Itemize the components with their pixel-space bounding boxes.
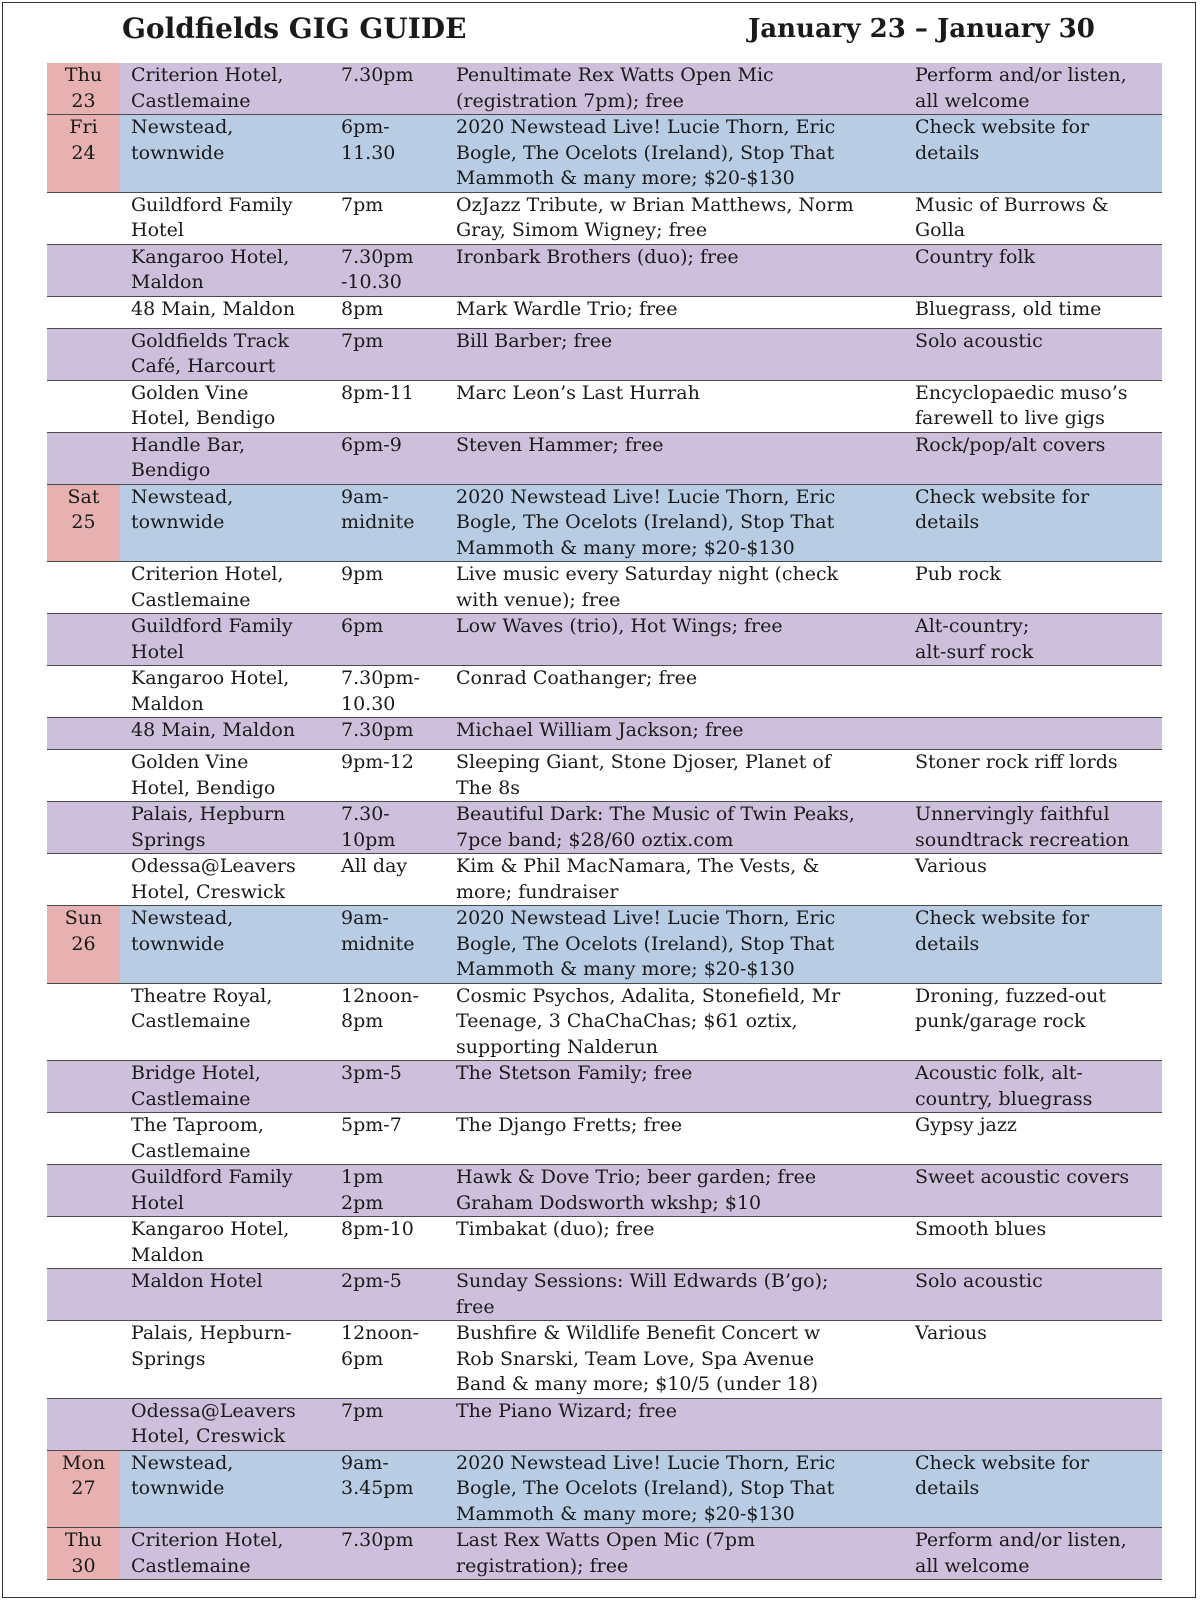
gig-day xyxy=(47,562,120,614)
gig-genre: Solo acoustic xyxy=(907,328,1162,380)
gig-time: 9am- midnite xyxy=(333,906,448,984)
gig-genre: Acoustic folk, alt- country, bluegrass xyxy=(907,1061,1162,1113)
gig-row xyxy=(47,1113,1162,1165)
gig-time: 7pm xyxy=(333,192,448,244)
gig-row xyxy=(47,380,1162,432)
gig-genre: Perform and/or listen, all welcome xyxy=(907,1528,1162,1580)
gig-genre: Check website for details xyxy=(907,1450,1162,1528)
gig-row xyxy=(47,1061,1162,1113)
gig-row xyxy=(47,666,1162,718)
gig-row xyxy=(47,1450,1162,1528)
gig-venue: Guildford Family Hotel xyxy=(120,192,333,244)
gig-event: Conrad Coathanger; free xyxy=(448,666,907,718)
gig-event: Mark Wardle Trio; free xyxy=(448,296,907,328)
date-range: January 23 – January 30 xyxy=(748,14,1095,44)
gig-day xyxy=(47,296,120,328)
gig-day xyxy=(47,380,120,432)
gig-venue: Odessa@Leavers Hotel, Creswick xyxy=(120,1398,333,1450)
gig-event: Sunday Sessions: Will Edwards (B’go); free xyxy=(448,1269,907,1321)
gig-day xyxy=(47,192,120,244)
gig-row xyxy=(47,1398,1162,1450)
gig-venue: Handle Bar, Bendigo xyxy=(120,432,333,484)
gig-genre: Solo acoustic xyxy=(907,1269,1162,1321)
gig-time: 5pm-7 xyxy=(333,1113,448,1165)
gig-day xyxy=(47,328,120,380)
gig-day: Thu 23 xyxy=(47,63,120,115)
gig-day xyxy=(47,802,120,854)
gig-venue: Guildford Family Hotel xyxy=(120,614,333,666)
gig-venue: Golden Vine Hotel, Bendigo xyxy=(120,750,333,802)
gig-genre: Sweet acoustic covers xyxy=(907,1165,1162,1217)
gig-time: 9am- midnite xyxy=(333,484,448,562)
gig-venue: 48 Main, Maldon xyxy=(120,296,333,328)
gig-day: Fri 24 xyxy=(47,115,120,193)
gig-row xyxy=(47,115,1162,193)
gig-time: 7.30pm- 10.30 xyxy=(333,666,448,718)
gig-day xyxy=(47,1321,120,1399)
gig-venue: 48 Main, Maldon xyxy=(120,718,333,750)
gig-row xyxy=(47,562,1162,614)
gig-event: Steven Hammer; free xyxy=(448,432,907,484)
gig-row xyxy=(47,906,1162,984)
gig-genre: Check website for details xyxy=(907,484,1162,562)
gig-time: 7.30pm xyxy=(333,63,448,115)
gig-genre: Perform and/or listen, all welcome xyxy=(907,63,1162,115)
gig-day xyxy=(47,1269,120,1321)
gig-venue: Palais, Hepburn- Springs xyxy=(120,1321,333,1399)
gig-venue: Kangaroo Hotel, Maldon xyxy=(120,1217,333,1269)
gig-day xyxy=(47,718,120,750)
gig-time: 8pm-11 xyxy=(333,380,448,432)
gig-day: Sun 26 xyxy=(47,906,120,984)
gig-row xyxy=(47,432,1162,484)
gig-event: The Piano Wizard; free xyxy=(448,1398,907,1450)
gig-day: Mon 27 xyxy=(47,1450,120,1528)
gig-event: The Stetson Family; free xyxy=(448,1061,907,1113)
gig-venue: Odessa@Leavers Hotel, Creswick xyxy=(120,854,333,906)
gig-event: Low Waves (trio), Hot Wings; free xyxy=(448,614,907,666)
gig-genre: Stoner rock riff lords xyxy=(907,750,1162,802)
gig-venue: Kangaroo Hotel, Maldon xyxy=(120,244,333,296)
gig-venue: Newstead, townwide xyxy=(120,115,333,193)
gig-time: 9am- 3.45pm xyxy=(333,1450,448,1528)
gig-day xyxy=(47,1113,120,1165)
gig-row xyxy=(47,614,1162,666)
gig-event: Timbakat (duo); free xyxy=(448,1217,907,1269)
gig-genre xyxy=(907,666,1162,718)
gig-venue: Criterion Hotel, Castlemaine xyxy=(120,562,333,614)
gig-genre: Unnervingly faithful soundtrack recreation xyxy=(907,802,1162,854)
gig-genre: Various xyxy=(907,854,1162,906)
gig-event: Bushfire & Wildlife Benefit Concert w Rob Snarski, Team Love, Spa Avenue Band & many more; $10/5 (under 18) xyxy=(448,1321,907,1399)
gig-time: 1pm 2pm xyxy=(333,1165,448,1217)
gig-row xyxy=(47,328,1162,380)
gig-venue: The Taproom, Castlemaine xyxy=(120,1113,333,1165)
gig-row xyxy=(47,718,1162,750)
gig-event: 2020 Newstead Live! Lucie Thorn, Eric Bogle, The Ocelots (Ireland), Stop That Mammoth & many more; $20-$130 xyxy=(448,1450,907,1528)
gig-genre: Pub rock xyxy=(907,562,1162,614)
gig-day xyxy=(47,666,120,718)
gig-time: 7pm xyxy=(333,1398,448,1450)
gig-row xyxy=(47,244,1162,296)
gig-event: Live music every Saturday night (check with venue); free xyxy=(448,562,907,614)
gig-day xyxy=(47,1217,120,1269)
gig-genre: Country folk xyxy=(907,244,1162,296)
gig-row xyxy=(47,1165,1162,1217)
gig-genre: Droning, fuzzed-out punk/garage rock xyxy=(907,983,1162,1061)
gig-day xyxy=(47,1061,120,1113)
gig-genre xyxy=(907,1398,1162,1450)
gig-venue: Palais, Hepburn Springs xyxy=(120,802,333,854)
gig-day xyxy=(47,432,120,484)
gig-day xyxy=(47,614,120,666)
gig-event: 2020 Newstead Live! Lucie Thorn, Eric Bogle, The Ocelots (Ireland), Stop That Mammoth & many more; $20-$130 xyxy=(448,906,907,984)
gig-day: Sat 25 xyxy=(47,484,120,562)
gig-event: Beautiful Dark: The Music of Twin Peaks, 7pce band; $28/60 oztix.com xyxy=(448,802,907,854)
gig-genre: Alt-country; alt-surf rock xyxy=(907,614,1162,666)
page-title: Goldfields GIG GUIDE xyxy=(122,12,467,45)
gig-event: 2020 Newstead Live! Lucie Thorn, Eric Bogle, The Ocelots (Ireland), Stop That Mammoth & many more; $20-$130 xyxy=(448,484,907,562)
gig-time: 8pm xyxy=(333,296,448,328)
gig-day xyxy=(47,1398,120,1450)
gig-event: Cosmic Psychos, Adalita, Stonefield, Mr Teenage, 3 ChaChaChas; $61 oztix, supporting Nalderun xyxy=(448,983,907,1061)
gig-venue: Criterion Hotel, Castlemaine xyxy=(120,63,333,115)
gig-event: Kim & Phil MacNamara, The Vests, & more; fundraiser xyxy=(448,854,907,906)
gig-time: 6pm xyxy=(333,614,448,666)
gig-day xyxy=(47,1165,120,1217)
gig-event: Marc Leon’s Last Hurrah xyxy=(448,380,907,432)
gig-genre: Various xyxy=(907,1321,1162,1399)
gig-genre: Bluegrass, old time xyxy=(907,296,1162,328)
gig-venue: Maldon Hotel xyxy=(120,1269,333,1321)
gig-event: Sleeping Giant, Stone Djoser, Planet of The 8s xyxy=(448,750,907,802)
gig-event: Hawk & Dove Trio; beer garden; free Graham Dodsworth wkshp; $10 xyxy=(448,1165,907,1217)
gig-row xyxy=(47,802,1162,854)
gig-row xyxy=(47,1269,1162,1321)
gig-time: 3pm-5 xyxy=(333,1061,448,1113)
gig-time: 8pm-10 xyxy=(333,1217,448,1269)
gig-venue: Golden Vine Hotel, Bendigo xyxy=(120,380,333,432)
gig-venue: Goldfields Track Café, Harcourt xyxy=(120,328,333,380)
gig-time: 9pm xyxy=(333,562,448,614)
gig-table xyxy=(47,63,1162,1580)
gig-time: 12noon- 8pm xyxy=(333,983,448,1061)
gig-time: 7.30- 10pm xyxy=(333,802,448,854)
gig-venue: Kangaroo Hotel, Maldon xyxy=(120,666,333,718)
gig-row xyxy=(47,750,1162,802)
gig-venue: Theatre Royal, Castlemaine xyxy=(120,983,333,1061)
gig-day xyxy=(47,854,120,906)
gig-venue: Newstead, townwide xyxy=(120,484,333,562)
gig-time: 6pm-9 xyxy=(333,432,448,484)
gig-venue: Criterion Hotel, Castlemaine xyxy=(120,1528,333,1580)
gig-event: OzJazz Tribute, w Brian Matthews, Norm Gray, Simom Wigney; free xyxy=(448,192,907,244)
gig-venue: Guildford Family Hotel xyxy=(120,1165,333,1217)
gig-row xyxy=(47,63,1162,115)
gig-event: Bill Barber; free xyxy=(448,328,907,380)
gig-genre: Gypsy jazz xyxy=(907,1113,1162,1165)
gig-genre: Smooth blues xyxy=(907,1217,1162,1269)
gig-row xyxy=(47,296,1162,328)
gig-time: 9pm-12 xyxy=(333,750,448,802)
gig-row xyxy=(47,854,1162,906)
gig-event: Penultimate Rex Watts Open Mic (registration 7pm); free xyxy=(448,63,907,115)
gig-genre: Rock/pop/alt covers xyxy=(907,432,1162,484)
gig-row xyxy=(47,484,1162,562)
gig-genre: Check website for details xyxy=(907,115,1162,193)
gig-event: The Django Fretts; free xyxy=(448,1113,907,1165)
gig-event: Michael William Jackson; free xyxy=(448,718,907,750)
gig-venue: Newstead, townwide xyxy=(120,1450,333,1528)
gig-event: Ironbark Brothers (duo); free xyxy=(448,244,907,296)
gig-time: 7.30pm xyxy=(333,718,448,750)
gig-time: 7.30pm xyxy=(333,1528,448,1580)
gig-time: 7pm xyxy=(333,328,448,380)
gig-time: All day xyxy=(333,854,448,906)
gig-row xyxy=(47,983,1162,1061)
gig-time: 12noon- 6pm xyxy=(333,1321,448,1399)
gig-event: Last Rex Watts Open Mic (7pm registration); free xyxy=(448,1528,907,1580)
gig-time: 7.30pm -10.30 xyxy=(333,244,448,296)
gig-row xyxy=(47,1528,1162,1580)
gig-day xyxy=(47,750,120,802)
gig-genre xyxy=(907,718,1162,750)
gig-genre: Check website for details xyxy=(907,906,1162,984)
gig-day xyxy=(47,983,120,1061)
gig-event: 2020 Newstead Live! Lucie Thorn, Eric Bogle, The Ocelots (Ireland), Stop That Mammoth & many more; $20-$130 xyxy=(448,115,907,193)
gig-row xyxy=(47,192,1162,244)
gig-day xyxy=(47,244,120,296)
gig-venue: Bridge Hotel, Castlemaine xyxy=(120,1061,333,1113)
gig-row xyxy=(47,1321,1162,1399)
gig-genre: Encyclopaedic muso’s farewell to live gigs xyxy=(907,380,1162,432)
gig-time: 6pm- 11.30 xyxy=(333,115,448,193)
gig-genre: Music of Burrows & Golla xyxy=(907,192,1162,244)
gig-row xyxy=(47,1217,1162,1269)
gig-day: Thu 30 xyxy=(47,1528,120,1580)
gig-time: 2pm-5 xyxy=(333,1269,448,1321)
gig-venue: Newstead, townwide xyxy=(120,906,333,984)
